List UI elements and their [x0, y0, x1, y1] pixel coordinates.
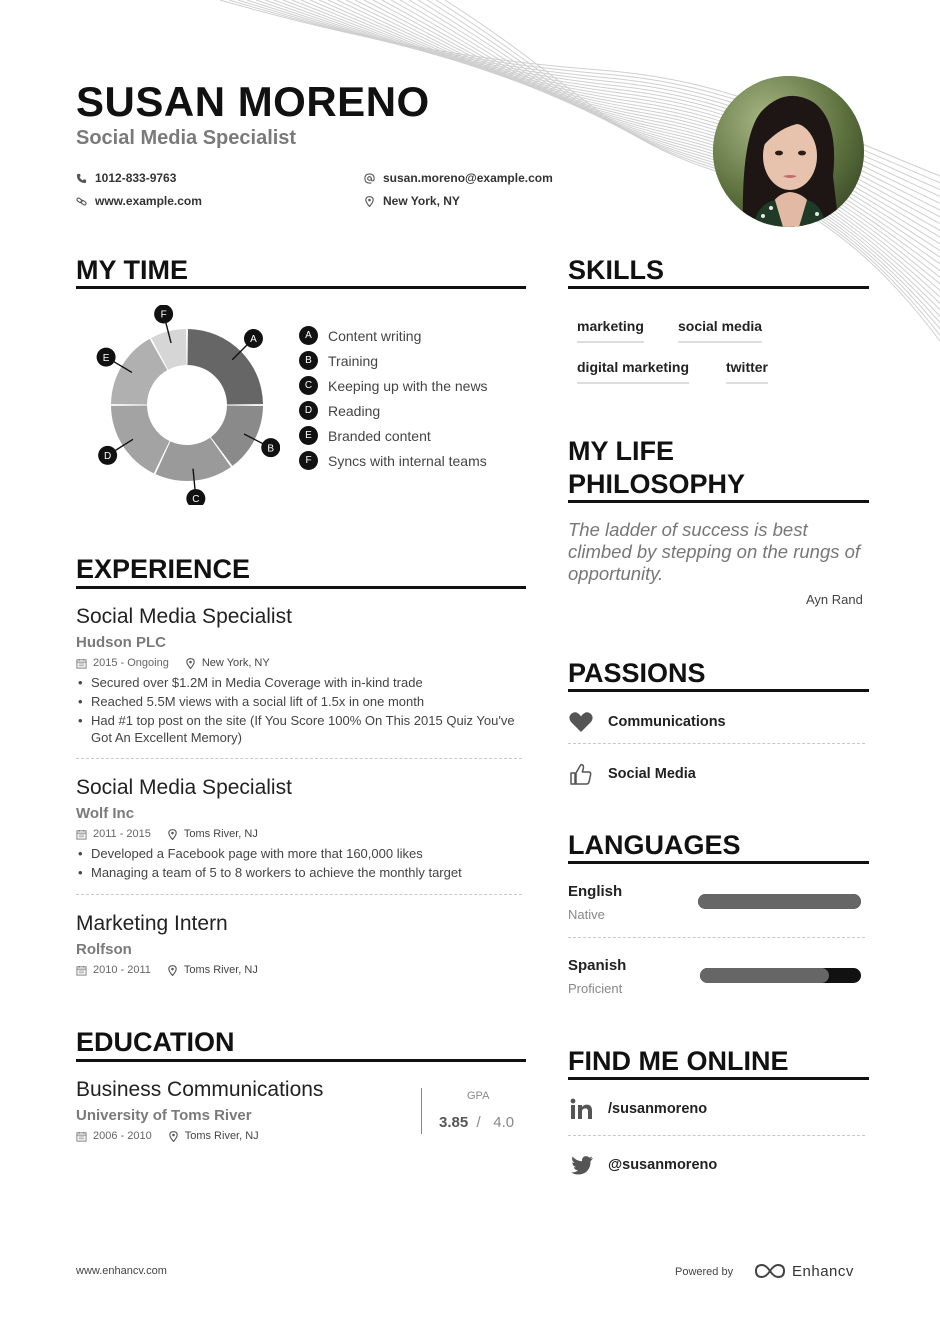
- brand-name: Enhancv: [792, 1262, 854, 1280]
- job-location: Toms River, NJ: [183, 964, 258, 976]
- job-bullet: • Managing a team of 5 to 8 workers to achieve the monthly target: [76, 864, 516, 881]
- passions-heading: PASSIONS: [568, 658, 706, 688]
- passions-rule: [568, 689, 869, 692]
- linkedin-icon: [570, 1098, 594, 1120]
- job-company: Rolfson: [76, 941, 132, 958]
- twitter-handle[interactable]: @susanmoreno: [608, 1157, 718, 1173]
- language-proficiency-bar: [700, 968, 861, 983]
- education-meta: [76, 1130, 259, 1142]
- legend-key-badge: B: [299, 351, 318, 370]
- job-company: Wolf Inc: [76, 805, 135, 822]
- legend-item: [299, 401, 380, 420]
- language-name: English: [568, 883, 623, 900]
- job-location: Toms River, NJ: [183, 828, 258, 840]
- my-time-heading: MY TIME: [76, 255, 189, 285]
- my-time-rule: [76, 286, 526, 289]
- location-contact: [364, 194, 460, 208]
- passion-item: [568, 710, 726, 734]
- job-meta: [76, 657, 270, 669]
- degree-title: Business Communications: [76, 1078, 324, 1101]
- enhancv-logo-icon: [754, 1262, 786, 1280]
- gpa-divider: [421, 1088, 422, 1134]
- footer-powered-by: Powered by: [675, 1266, 734, 1278]
- legend-label: Syncs with internal teams: [328, 452, 487, 469]
- language-level: Native: [568, 907, 605, 922]
- calendar-icon: [76, 1131, 87, 1142]
- job-bullet: • Reached 5.5M views with a social lift of 1.5x in one month: [76, 693, 516, 710]
- legend-key-badge: C: [299, 376, 318, 395]
- quote-author: Ayn Rand: [806, 592, 863, 607]
- education-rule: [76, 1059, 526, 1062]
- language-proficiency-bar: [698, 894, 861, 909]
- job-dates: 2011 - 2015: [93, 828, 151, 840]
- passion-item: [568, 762, 696, 786]
- online-heading: FIND ME ONLINE: [568, 1046, 789, 1076]
- linkedin-link[interactable]: [570, 1098, 707, 1120]
- job-meta: [76, 828, 258, 840]
- legend-key-badge: E: [299, 426, 318, 445]
- passion-divider: [568, 743, 865, 744]
- experience-rule: [76, 586, 526, 589]
- donut-key-label: F: [160, 309, 167, 321]
- location-text: New York, NY: [383, 194, 460, 208]
- legend-key-badge: A: [299, 326, 318, 345]
- legend-key-badge: F: [299, 451, 318, 470]
- legend-label: Content writing: [328, 327, 422, 344]
- job-bullets: [76, 674, 516, 748]
- legend-item: [299, 451, 487, 470]
- donut-key-label: A: [250, 334, 257, 346]
- philosophy-rule: [568, 500, 869, 503]
- language-name: Spanish: [568, 957, 627, 974]
- skills-heading: SKILLS: [568, 255, 665, 285]
- job-title: Marketing Intern: [76, 912, 228, 935]
- job-bullet: • Developed a Facebook page with more that 160,000 likes: [76, 845, 516, 862]
- legend-label: Branded content: [328, 427, 431, 444]
- legend-item: [299, 351, 378, 370]
- gpa-separator: /: [476, 1114, 481, 1131]
- legend-item: [299, 376, 488, 395]
- linkedin-handle[interactable]: /susanmoreno: [608, 1101, 708, 1117]
- candidate-role: Social Media Specialist: [76, 127, 297, 149]
- email-address[interactable]: susan.moreno@example.com: [383, 171, 553, 185]
- phone-icon: [76, 173, 87, 184]
- location-pin-icon: [168, 1131, 179, 1142]
- language-proficiency-fill: [698, 894, 861, 909]
- languages-heading: LANGUAGES: [568, 830, 741, 860]
- skill-tag: marketing: [577, 318, 644, 343]
- gpa-score: 3.85: [439, 1114, 469, 1131]
- gpa-value: [439, 1114, 514, 1131]
- donut-key-label: E: [102, 352, 110, 364]
- job-company: Hudson PLC: [76, 634, 166, 651]
- education-location: Toms River, NJ: [184, 1130, 259, 1142]
- my-time-donut-chart: [90, 305, 280, 505]
- phone-contact: [76, 171, 176, 185]
- skill-tag: twitter: [726, 359, 768, 384]
- job-divider: [76, 758, 522, 759]
- job-divider: [76, 894, 522, 895]
- heart-icon: [568, 710, 594, 734]
- philosophy-heading-line2: PHILOSOPHY: [568, 469, 746, 499]
- phone-number: 1012-833-9763: [95, 171, 177, 185]
- school-name: University of Toms River: [76, 1107, 252, 1124]
- skill-tag: social media: [678, 318, 762, 343]
- location-pin-icon: [167, 965, 178, 976]
- job-location: New York, NY: [201, 657, 270, 669]
- legend-key-badge: D: [299, 401, 318, 420]
- job-dates: 2015 - Ongoing: [93, 657, 169, 669]
- job-title: Social Media Specialist: [76, 605, 292, 628]
- online-divider: [568, 1135, 865, 1136]
- email-contact[interactable]: [364, 171, 553, 185]
- candidate-name: SUSAN MORENO: [76, 78, 430, 125]
- skill-tag: digital marketing: [577, 359, 689, 384]
- gpa-label: GPA: [467, 1090, 490, 1102]
- calendar-icon: [76, 658, 87, 669]
- legend-item: [299, 426, 431, 445]
- gpa-max: 4.0: [493, 1114, 515, 1131]
- legend-label: Training: [328, 352, 379, 369]
- job-bullet: • Had #1 top post on the site (If You Score 100% On This 2015 Quiz You've Got An Excellent Memory): [76, 712, 516, 746]
- job-title: Social Media Specialist: [76, 776, 292, 799]
- donut-key-label: B: [267, 443, 275, 455]
- philosophy-heading-line1: MY LIFE: [568, 436, 675, 466]
- donut-key-label: D: [104, 450, 112, 462]
- education-heading: EDUCATION: [76, 1027, 235, 1057]
- thumbs-up-icon: [568, 762, 594, 786]
- skills-rule: [568, 286, 869, 289]
- job-meta: [76, 964, 258, 976]
- at-sign-icon: [364, 173, 375, 184]
- twitter-icon: [570, 1154, 594, 1176]
- location-pin-icon: [167, 829, 178, 840]
- education-dates: 2006 - 2010: [93, 1130, 152, 1142]
- job-bullets: [76, 845, 516, 883]
- legend-item: [299, 326, 421, 345]
- footer-website[interactable]: www.enhancv.com: [76, 1265, 167, 1277]
- location-pin-icon: [185, 658, 196, 669]
- link-icon: [76, 196, 87, 207]
- passion-label: Social Media: [608, 766, 696, 782]
- job-dates: 2010 - 2011: [93, 964, 151, 976]
- philosophy-quote: The ladder of success is best climbed by stepping on the rungs of opportunity.: [568, 519, 861, 584]
- legend-label: Keeping up with the news: [328, 377, 488, 394]
- job-bullet: • Secured over $1.2M in Media Coverage with in-kind trade: [76, 674, 516, 691]
- legend-label: Reading: [328, 402, 381, 419]
- website-contact[interactable]: [76, 194, 202, 208]
- twitter-link[interactable]: [570, 1154, 717, 1176]
- location-pin-icon: [364, 196, 375, 207]
- experience-heading: EXPERIENCE: [76, 554, 251, 584]
- calendar-icon: [76, 965, 87, 976]
- passion-label: Communications: [608, 714, 726, 730]
- website-url[interactable]: www.example.com: [95, 194, 202, 208]
- footer-brand[interactable]: [754, 1262, 854, 1280]
- donut-key-label: C: [192, 494, 200, 505]
- language-level: Proficient: [568, 981, 623, 996]
- profile-photo: [713, 76, 864, 227]
- languages-rule: [568, 861, 869, 864]
- calendar-icon: [76, 829, 87, 840]
- online-rule: [568, 1077, 869, 1080]
- language-divider: [568, 937, 865, 938]
- language-proficiency-fill: [700, 968, 829, 983]
